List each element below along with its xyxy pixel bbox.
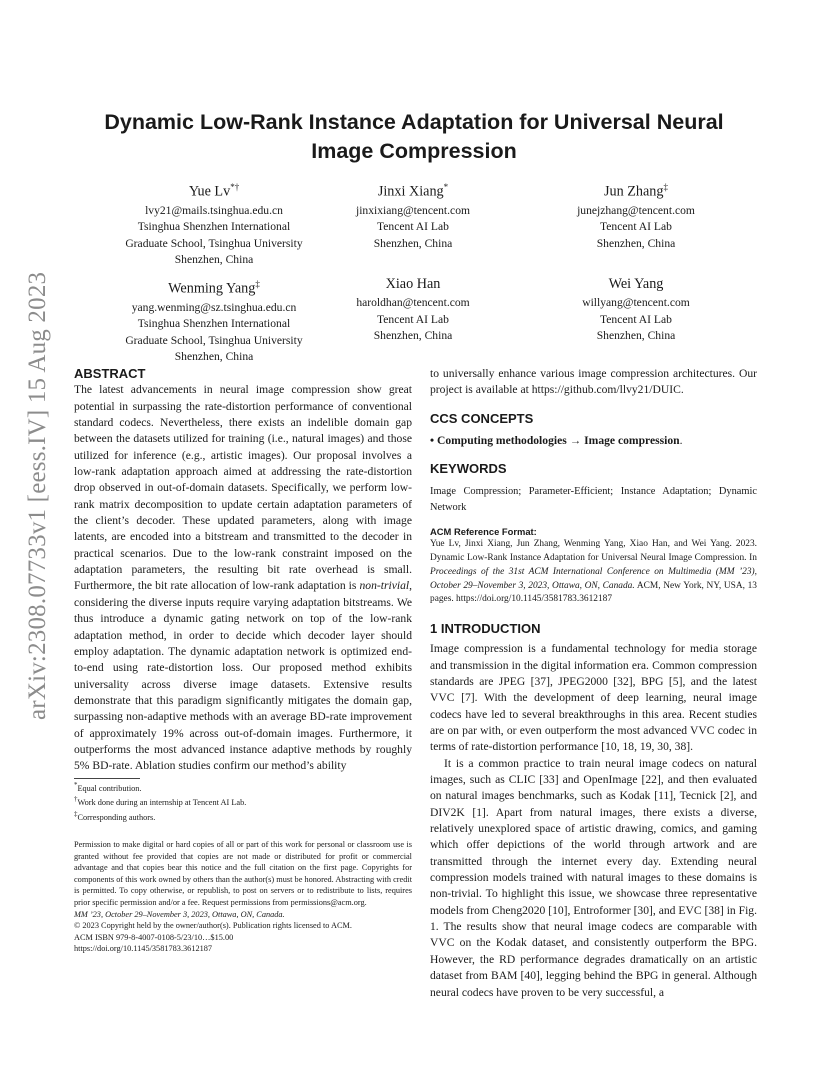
- author-affiliation: Tencent AI Lab: [377, 220, 449, 234]
- author-block: [516, 178, 756, 252]
- author-name: Yue Lv*†: [188, 182, 240, 200]
- author-mark: ‡: [255, 279, 260, 289]
- author-block: [293, 178, 533, 252]
- keywords-text: Image Compression; Parameter-Efficient; Instance Adaptation; Dynamic Network: [430, 485, 757, 513]
- doi-line: https://doi.org/10.1145/3581783.3612187: [74, 944, 213, 954]
- author-block: [293, 275, 533, 345]
- author-email: jinxixiang@tencent.com: [355, 203, 471, 217]
- venue-line: MM ’23, October 29–November 3, 2023, Ottawa, ON, Canada.: [74, 909, 285, 919]
- ccs-concepts: • Computing methodologies → Image compression.: [430, 434, 683, 448]
- introduction-paragraph: Image compression is a fundamental technology for media storage and transmission in the digital information era. Common compression standards are JPEG [37], JPEG2000 [32], BPG [5], and the latest VVC [7]. With the development of deep learning, neural image codecs have led to several breakthroughs in this area. Recent studies are on par with, or even outperform the most advanced VVC codec in terms of rate-distortion performance [10, 18, 19, 30, 38].: [430, 642, 757, 754]
- author-mark: ‡: [663, 182, 668, 192]
- author-affiliation: Tencent AI Lab: [600, 220, 672, 234]
- introduction-heading: 1 INTRODUCTION: [430, 620, 541, 636]
- ccs-heading: CCS CONCEPTS: [430, 410, 534, 426]
- arxiv-identifier: [22, 271, 52, 720]
- author-email: lvy21@mails.tsinghua.edu.cn: [145, 203, 283, 217]
- author-mark: *†: [230, 182, 240, 192]
- copyright-line: © 2023 Copyright held by the owner/author(s). Publication rights licensed to ACM.: [74, 921, 352, 931]
- author-name: Wei Yang: [608, 276, 664, 292]
- footnotes: [74, 780, 412, 823]
- right-column: [430, 366, 757, 1001]
- paper-title: Dynamic Low-Rank Instance Adaptation for Universal Neural Image Compression: [104, 110, 724, 163]
- footnote-internship: †Work done during an internship at Tencent AI Lab.: [74, 796, 247, 808]
- author-location: Shenzhen, China: [596, 329, 676, 342]
- author-location: Shenzhen, China: [373, 329, 453, 342]
- footnote-equal-contribution: *Equal contribution.: [74, 782, 142, 793]
- footnote-rule: [74, 778, 140, 779]
- introduction-paragraph: It is a common practice to train neural image codecs on natural images, such as CLIC [33] and OpenImage [22], and then evaluated on natural images benchmarks, such as Kodak [11], Tecnick [2], and DIV2K [1]. Apart from natural images, there exists a diverse, relatively unexplored space of artistic drawing, comics, and gaming which offer depictions of the world through artwork and are transmitted through the internet every day. Extending neural compression models trained with natural images to these domains is non-trivial. To highlight this issue, we showcase three representative models from Cheng2020 [10], Entroformer [30], and EVC [38] in Fig. 1. The results show that neural image codecs are comparable with VVC on the Kodak dataset, and consistently outperform the BPG. However, the RD performance degrades dramatically on an artistic dataset from BAM [40], legging behind the BPG in general. Although neural codecs have proven to be very successful, a: [430, 756, 757, 999]
- author-location: Shenzhen, China: [373, 236, 453, 250]
- author-email: haroldhan@tencent.com: [356, 296, 470, 309]
- author-email: yang.wenming@sz.tsinghua.edu.cn: [131, 300, 297, 314]
- author-affiliation: Graduate School, Tsinghua University: [125, 236, 303, 250]
- arxiv-id-text: arXiv:2308.07733v1 [eess.IV] 15 Aug 2023: [24, 271, 51, 720]
- author-mark: *: [443, 182, 449, 192]
- reference-format-heading: ACM Reference Format:: [430, 525, 537, 537]
- abstract-heading: ABSTRACT: [74, 366, 146, 381]
- permission-text: Permission to make digital or hard copies of all or part of this work for personal or classroom use is granted without fee provided that copies are not made or distributed for profit or commercial advantage and that copies bear this notice and the full citation on the first page. Copyrights for components of this work owned by others than the author(s) must be honored. Abstracting with credit is permitted. To copy otherwise, or republish, to post on servers or to redistribute to lists, requires prior specific permission and/or a fee. Request permissions from permissions@acm.org.: [74, 840, 412, 907]
- abstract-continuation: to universally enhance various image compression architectures. Our project is available at https://github.com/llvy21/DUIC.: [430, 367, 757, 397]
- author-affiliation: Graduate School, Tsinghua University: [125, 333, 303, 347]
- author-email: willyang@tencent.com: [582, 296, 690, 309]
- author-affiliation: Tencent AI Lab: [600, 312, 672, 326]
- author-affiliation: Tencent AI Lab: [377, 312, 449, 326]
- abstract-text: The latest advancements in neural image compression show great potential in surpassing the rate-distortion performance of conventional standard codecs. Nevertheless, there exists an indelible domain gap between the datasets utilized for training (i.e., natural images) and those utilized for inference (e.g., artistic images). Our proposal involves a low-rank adaptation approach aimed at addressing the rate-distortion drop observed in out-of-domain datasets. Specifically, we perform low-rank matrix decomposition to update certain adaptation parameters of the client’s decoder. These updated parameters, along with image latents, are encoded into a bitstream and transmitted to the decoder in practical scenarios. Due to the low-rank constraint imposed on the adaptation parameters, the resulting bit rate overhead is small. Furthermore, the bit rate allocation of low-rank adaptation is non-trivial, considering the diverse inputs require varying adaptation bitstreams. We thus introduce a dynamic gating network on top of the low-rank adaptation method, in order to decide which decoder layer should employ adaptation. The dynamic adaptation network is optimized end-to-end using rate-distortion loss. Our proposed method exhibits universality across diverse image datasets. Extensive results demonstrate that this paradigm significantly mitigates the domain gap, surpassing non-adaptive methods with an average BD-rate improvement of approximately 19% across out-of-domain images. Furthermore, it outperforms the most advanced instance adaptive methods by roughly 5% BD-rate. Ablation studies confirm our method’s ability: [74, 383, 412, 773]
- author-name: Xiao Han: [385, 276, 441, 292]
- abstract-section: [74, 366, 412, 775]
- author-name: Jinxi Xiang*: [377, 182, 449, 200]
- footnote-corresponding: ‡Corresponding authors.: [74, 810, 156, 822]
- author-block: [516, 275, 756, 345]
- author-affiliation: Tsinghua Shenzhen International: [137, 317, 291, 331]
- author-location: Shenzhen, China: [596, 236, 676, 250]
- reference-format-text: Yue Lv, Jinxi Xiang, Jun Zhang, Wenming Yang, Xiao Han, and Wei Yang. 2023. Dynamic Low-Rank Instance Adaptation for Universal Neural Image Compression. In Proceedings of the 31st ACM International Conference on Multimedia (MM ’23), October 29–November 3, 2023, Ottawa, ON, Canada. ACM, New York, NY, USA, 13 pages. https://doi.org/10.1145/3581783.3612187: [430, 539, 757, 605]
- acm-reference-format: [430, 525, 757, 607]
- author-name: Jun Zhang‡: [603, 182, 668, 200]
- keywords-heading: KEYWORDS: [430, 461, 507, 477]
- author-location: Shenzhen, China: [174, 350, 254, 364]
- isbn-line: ACM ISBN 979-8-4007-0108-5/23/10…$15.00: [74, 932, 234, 942]
- author-affiliation: Tsinghua Shenzhen International: [137, 220, 291, 234]
- author-location: Shenzhen, China: [174, 253, 254, 267]
- permission-block: [74, 839, 412, 955]
- author-name: Wenming Yang‡: [168, 279, 260, 297]
- author-email: junejzhang@tencent.com: [577, 203, 695, 217]
